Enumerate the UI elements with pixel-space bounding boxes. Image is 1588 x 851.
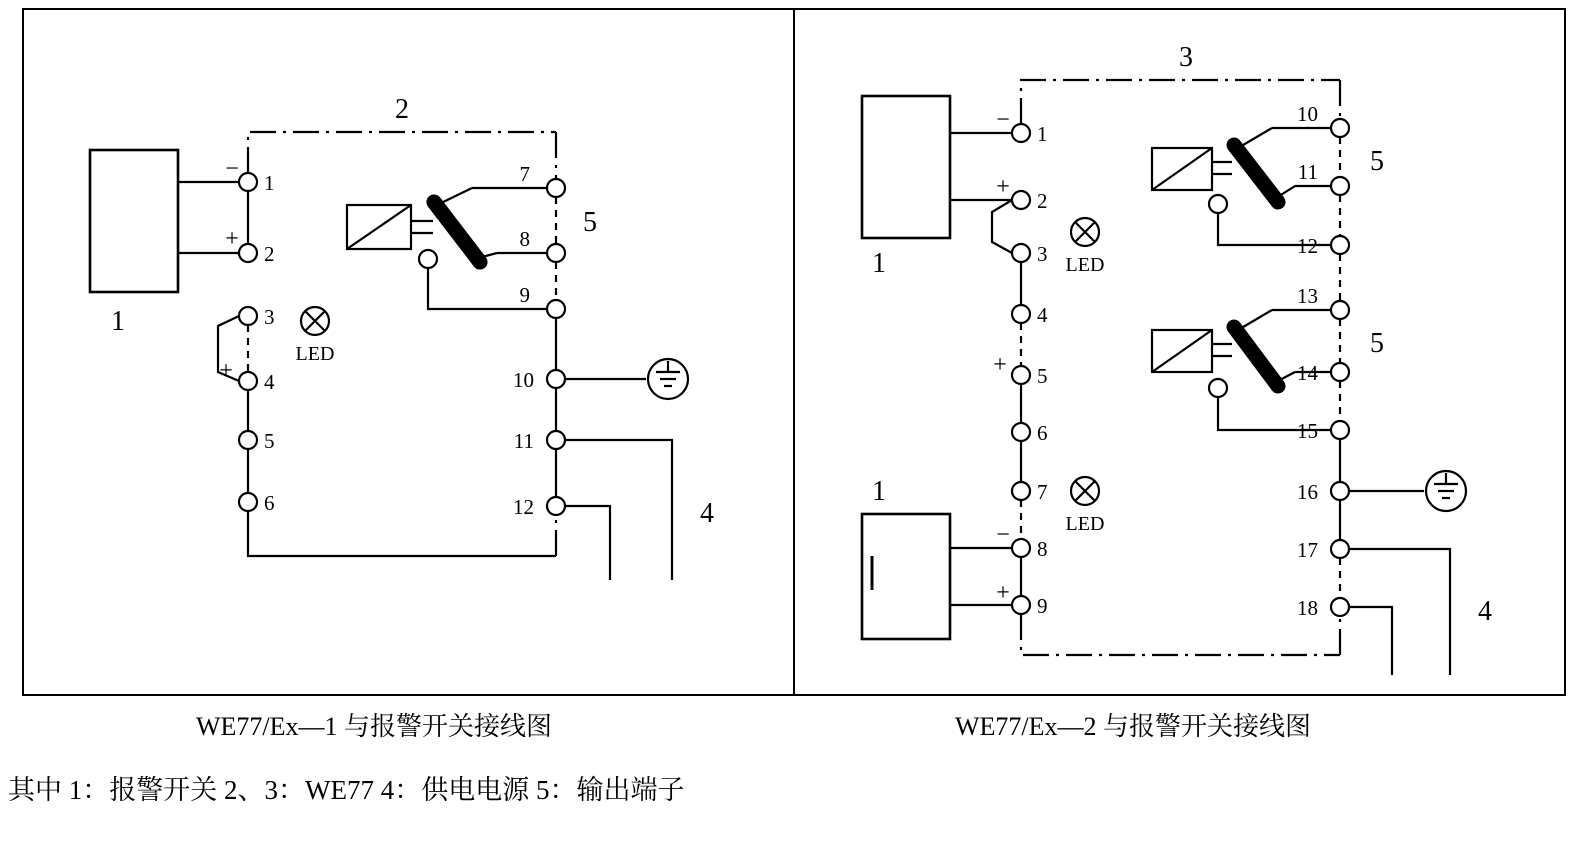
left-power-label: 4 bbox=[700, 498, 714, 529]
r-terminal-9-sign: + bbox=[996, 580, 1010, 606]
right-enclosure-label: 3 bbox=[1179, 42, 1193, 73]
r-terminal-13-number: 13 bbox=[1297, 284, 1318, 308]
left-enclosure-label: 2 bbox=[395, 94, 409, 125]
r-terminal-16-number: 16 bbox=[1297, 480, 1318, 504]
legend-text: 其中 1：报警开关 2、3：WE77 4：供电电源 5：输出端子 bbox=[8, 775, 685, 805]
terminal-8-number: 8 bbox=[519, 227, 530, 251]
terminal-10-number: 10 bbox=[513, 368, 534, 392]
terminal-7 bbox=[1012, 482, 1030, 500]
terminal-16 bbox=[1331, 482, 1349, 500]
terminal-5-number: 5 bbox=[264, 429, 275, 453]
left-device-label: 1 bbox=[111, 306, 125, 337]
r-terminal-10-number: 10 bbox=[1297, 102, 1318, 126]
left-device-box bbox=[90, 150, 178, 292]
r-terminal-8-sign: − bbox=[996, 522, 1010, 548]
right-relay-coil-bottom bbox=[1152, 330, 1232, 372]
right-led-symbol-bottom bbox=[1071, 477, 1099, 505]
r-terminal-8-number: 8 bbox=[1037, 537, 1048, 561]
r-terminal-14-number: 14 bbox=[1297, 361, 1318, 385]
r-terminal-12-number: 12 bbox=[1297, 234, 1318, 258]
left-led-symbol bbox=[301, 307, 329, 335]
right-device-label-top: 1 bbox=[872, 248, 886, 279]
terminal-7 bbox=[547, 179, 565, 197]
r-terminal-5-number: 5 bbox=[1037, 364, 1048, 388]
left-output-label: 5 bbox=[583, 207, 597, 238]
terminal-1-number: 1 bbox=[264, 171, 275, 195]
right-power-label: 4 bbox=[1478, 596, 1492, 627]
r-terminal-11-number: 11 bbox=[1297, 160, 1318, 184]
terminal-17 bbox=[1331, 540, 1349, 558]
terminal-8 bbox=[547, 244, 565, 262]
r-terminal-1-sign: − bbox=[996, 107, 1010, 133]
terminal-4 bbox=[239, 372, 257, 390]
terminal-5 bbox=[239, 431, 257, 449]
r-terminal-15-number: 15 bbox=[1297, 419, 1318, 443]
terminal-11 bbox=[547, 431, 565, 449]
left-switch-pivot bbox=[419, 250, 437, 268]
right-led-label-top: LED bbox=[1065, 254, 1105, 276]
enclosure-boundary-2 bbox=[248, 132, 556, 173]
r-terminal-1-number: 1 bbox=[1037, 122, 1048, 146]
terminal-1 bbox=[1012, 124, 1030, 142]
left-diagram-labels bbox=[111, 94, 714, 529]
terminal-8 bbox=[1012, 539, 1030, 557]
r-terminal-2-number: 2 bbox=[1037, 189, 1048, 213]
right-led-symbol-top bbox=[1071, 218, 1099, 246]
r-terminal-5-sign: + bbox=[993, 352, 1007, 378]
terminal-4-number: 4 bbox=[264, 370, 275, 394]
terminal-18 bbox=[1331, 598, 1349, 616]
terminal-3 bbox=[239, 307, 257, 325]
r-terminal-6-number: 6 bbox=[1037, 421, 1048, 445]
terminal-4-sign: + bbox=[219, 358, 233, 384]
r-terminal-3-number: 3 bbox=[1037, 242, 1048, 266]
terminal-11-number: 11 bbox=[513, 429, 534, 453]
left-led-label: LED bbox=[295, 343, 335, 365]
right-earth-ground bbox=[1426, 471, 1466, 511]
terminal-2-sign: + bbox=[225, 226, 239, 252]
terminal-2 bbox=[239, 244, 257, 262]
terminal-5 bbox=[1012, 366, 1030, 384]
right-device-box-bottom bbox=[862, 514, 950, 639]
right-device-box-top bbox=[862, 96, 950, 238]
r-terminal-4-number: 4 bbox=[1037, 303, 1048, 327]
left-earth-ground bbox=[648, 359, 688, 399]
terminal-2-number: 2 bbox=[264, 242, 275, 266]
terminal-15 bbox=[1331, 421, 1349, 439]
right-diagram-labels bbox=[872, 42, 1492, 627]
right-output-label-top: 5 bbox=[1370, 146, 1384, 177]
terminal-14 bbox=[1331, 363, 1349, 381]
r-terminal-17-number: 17 bbox=[1297, 538, 1318, 562]
terminal-2 bbox=[1012, 191, 1030, 209]
terminal-7-number: 7 bbox=[519, 162, 530, 186]
terminal-9 bbox=[547, 300, 565, 318]
terminal-12 bbox=[547, 497, 565, 515]
terminal-4 bbox=[1012, 305, 1030, 323]
left-diagram bbox=[90, 132, 688, 580]
r-terminal-18-number: 18 bbox=[1297, 596, 1318, 620]
right-led-label-bottom: LED bbox=[1065, 513, 1105, 535]
terminal-9 bbox=[1012, 596, 1030, 614]
terminal-6 bbox=[1012, 423, 1030, 441]
figure-captions bbox=[0, 700, 1588, 760]
right-relay-coil-top bbox=[1152, 148, 1232, 190]
r-terminal-7-number: 7 bbox=[1037, 480, 1048, 504]
enclosure-boundary-3 bbox=[1021, 80, 1340, 124]
right-switch-pivot-top bbox=[1209, 195, 1227, 213]
terminal-3-number: 3 bbox=[264, 305, 275, 329]
caption-right: WE77/Ex—2 与报警开关接线图 bbox=[955, 712, 1312, 741]
terminal-12 bbox=[1331, 236, 1349, 254]
terminal-10 bbox=[547, 370, 565, 388]
r-terminal-9-number: 9 bbox=[1037, 594, 1048, 618]
caption-left: WE77/Ex—1 与报警开关接线图 bbox=[196, 712, 553, 741]
terminal-10 bbox=[1331, 119, 1349, 137]
terminal-6 bbox=[239, 493, 257, 511]
terminal-1-sign: − bbox=[225, 156, 239, 182]
left-relay-coil bbox=[347, 205, 433, 249]
right-output-label-bottom: 5 bbox=[1370, 328, 1384, 359]
terminal-12-number: 12 bbox=[513, 495, 534, 519]
right-device-label-bottom: 1 bbox=[872, 476, 886, 507]
terminal-9-number: 9 bbox=[519, 283, 530, 307]
terminal-3 bbox=[1012, 244, 1030, 262]
terminal-1 bbox=[239, 173, 257, 191]
terminal-6-number: 6 bbox=[264, 491, 275, 515]
right-switch-pivot-bottom bbox=[1209, 379, 1227, 397]
terminal-13 bbox=[1331, 301, 1349, 319]
terminal-11 bbox=[1331, 177, 1349, 195]
r-terminal-2-sign: + bbox=[996, 174, 1010, 200]
